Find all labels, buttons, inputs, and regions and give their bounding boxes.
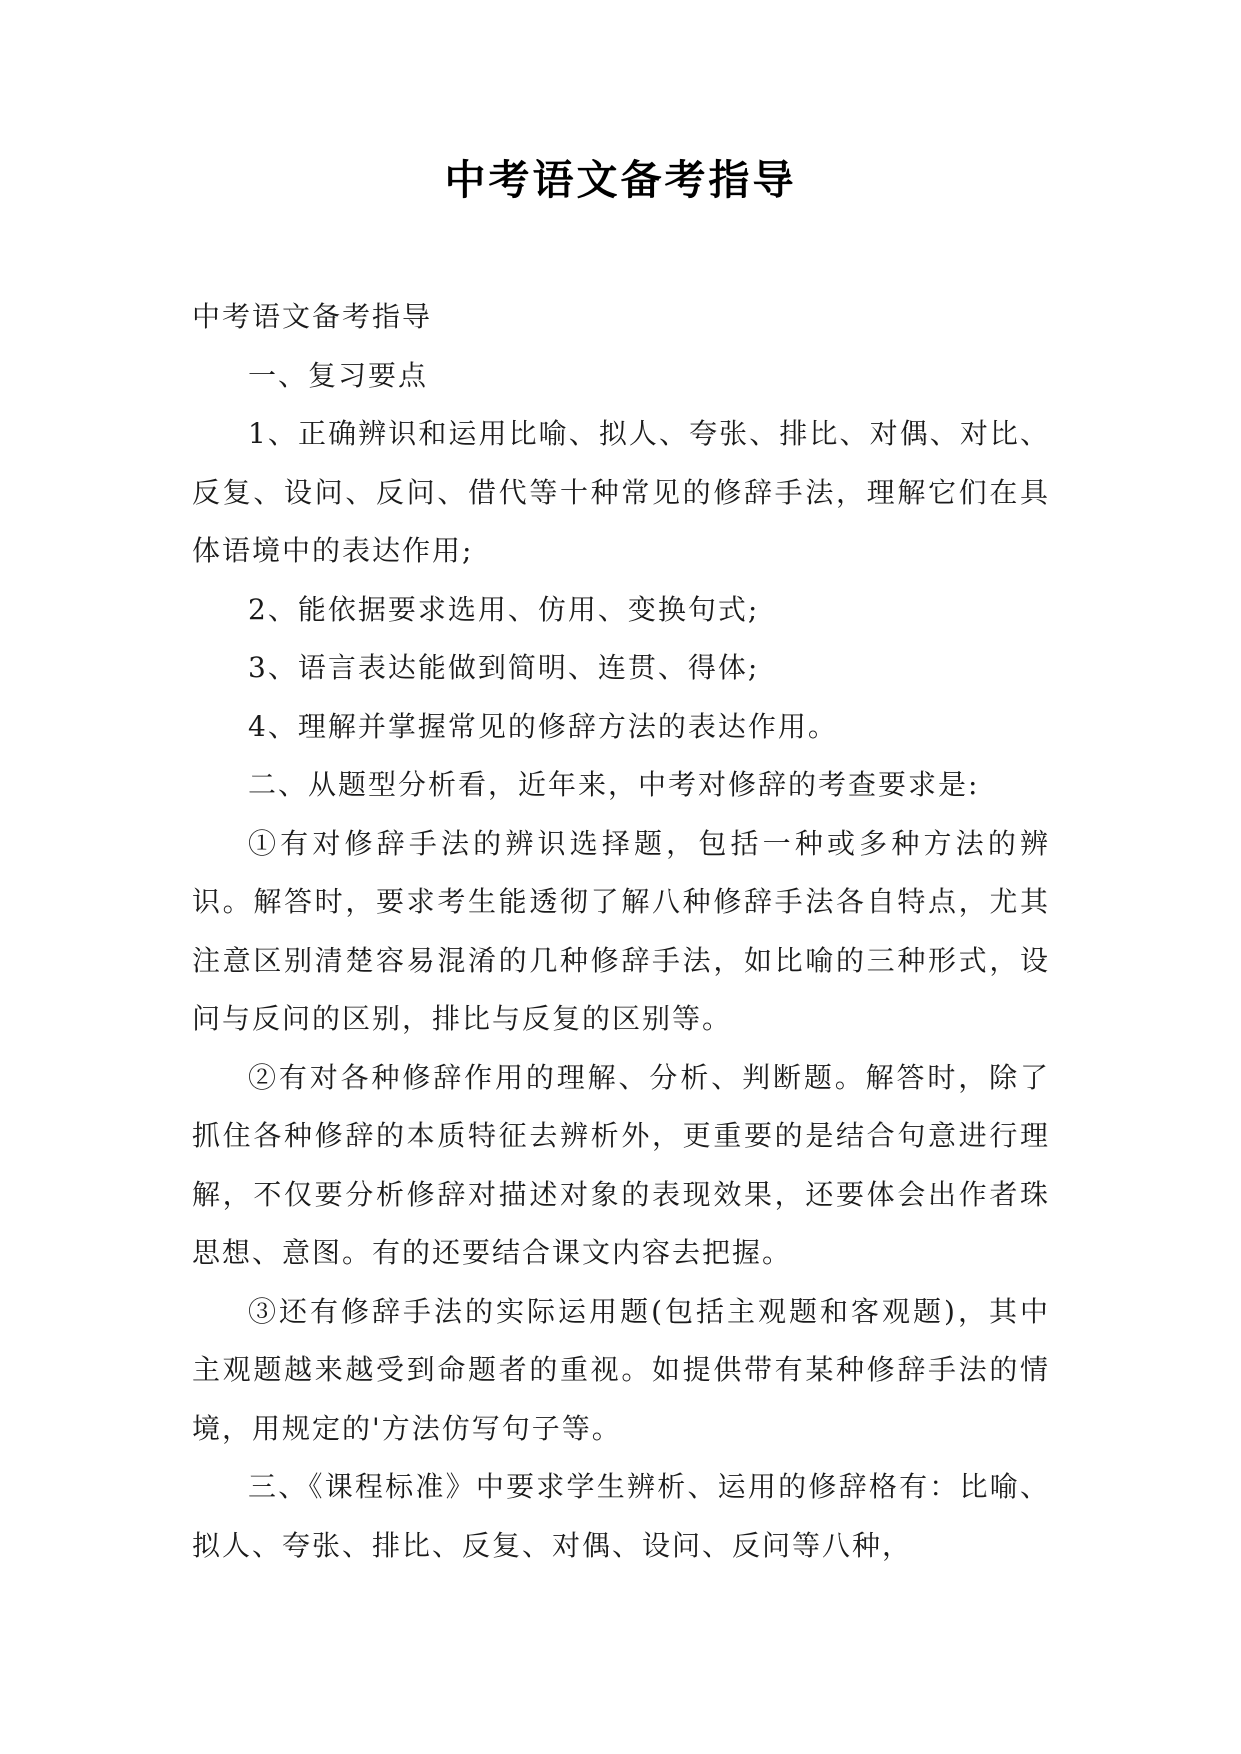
- paragraph-point-4: 4、理解并掌握常见的修辞方法的表达作用。: [248, 709, 838, 743]
- document-title: 中考语文备考指导: [444, 156, 797, 204]
- paragraph-point-3: 3、语言表达能做到简明、连贯、得体;: [248, 651, 760, 684]
- paragraph-subtitle: 中考语文备考指导: [192, 300, 433, 333]
- paragraph-item-1: ①有对修辞手法的辨识选择题，包括一种或多种方法的辨识。解答时，要求考生能透彻了解八种修辞手法各自特点，尤其注意区别清楚容易混淆的几种修辞手法，如比喻的三种形式，设问与反问的区别，排比与反复的区别等。: [192, 826, 1050, 1035]
- document-body: [192, 288, 1050, 1575]
- paragraph-point-1: 1、正确辨识和运用比喻、拟人、夸张、排比、对偶、对比、反复、设问、反问、借代等十种常见的修辞手法，理解它们在具体语境中的表达作用;: [192, 417, 1050, 567]
- paragraph-item-3: ③还有修辞手法的实际运用题(包括主观题和客观题)，其中主观题越来越受到命题者的重视。如提供带有某种修辞手法的情境，用规定的'方法仿写句子等。: [192, 1294, 1050, 1445]
- paragraph-point-2: 2、能依据要求选用、仿用、变换句式;: [248, 592, 760, 626]
- paragraph-section-2-heading: 二、从题型分析看，近年来，中考对修辞的考查要求是:: [248, 768, 980, 801]
- paragraph-section-1-heading: 一、复习要点: [248, 358, 429, 392]
- paragraph-section-3: 三、《课程标准》中要求学生辨析、运用的修辞格有：比喻、拟人、夸张、排比、反复、对偶、设问、反问等八种，: [192, 1470, 1050, 1562]
- paragraph-item-2: ②有对各种修辞作用的理解、分析、判断题。解答时，除了抓住各种修辞的本质特征去辨析外，更重要的是结合句意进行理解，不仅要分析修辞对描述对象的表现效果，还要体会出作者珠思想、意图。有的还要结合课文内容去把握。: [192, 1060, 1050, 1269]
